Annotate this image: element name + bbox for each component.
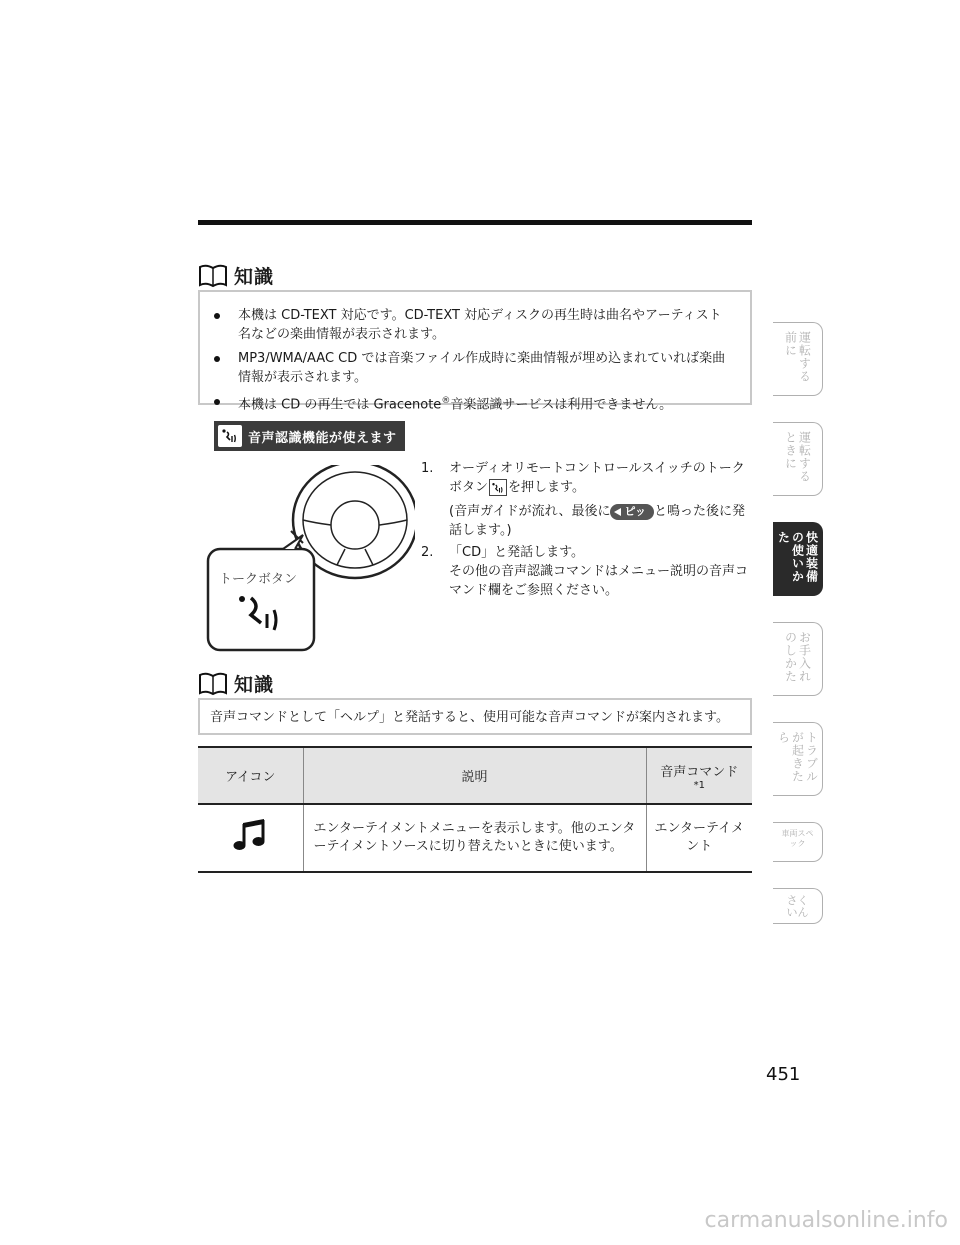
music-note-icon	[230, 815, 270, 855]
step-1-note: (音声ガイドが流れ、最後に ピッ と鳴った後に発話します。)	[449, 504, 746, 538]
header-description: 説明	[303, 747, 646, 804]
command-cell: エンターテイメント	[646, 804, 752, 872]
table-row	[198, 804, 752, 872]
open-book-icon	[198, 672, 228, 696]
knowledge-item: 本機は CD-TEXT 対応です。CD-TEXT 対応ディスクの再生時は曲名やアーティスト 名などの楽曲情報が表示されます。	[214, 306, 734, 344]
tab-before-driving[interactable]: 運転する前に	[773, 322, 823, 396]
tab-maintenance[interactable]: お手入れのしかた	[773, 622, 823, 696]
step-1: 1. オーディオリモートコントロールスイッチのトークボタン を押します。 (音声ガイドが流れ、最後に ピッ と鳴った後に発話します。)	[421, 459, 756, 540]
bullet-icon	[214, 356, 220, 362]
knowledge-item: 本機は CD の再生では Gracenote®音楽認識サービスは利用できません。	[214, 392, 734, 414]
tab-vehicle-specs[interactable]: 車両スペック	[773, 822, 823, 862]
tab-troubleshooting[interactable]: トラブルが起きたら	[773, 722, 823, 796]
open-book-icon	[198, 264, 228, 288]
steering-wheel-illustration	[205, 465, 415, 655]
header-voice-command: 音声コマンド *1	[646, 747, 752, 804]
voice-recognition-banner	[214, 421, 405, 451]
page-number: 451	[766, 1064, 801, 1085]
voice-steps	[421, 459, 756, 600]
talk-button-icon	[489, 479, 507, 496]
description-cell: エンターテイメントメニューを表示します。他のエンターテイメントソースに切り替えたいときに使います。	[303, 804, 646, 872]
banner-text: 音声認識機能が使えます	[248, 430, 397, 446]
bullet-icon	[214, 313, 220, 319]
icon-cell	[198, 804, 303, 872]
knowledge-item: MP3/WMA/AAC CD では音楽ファイル作成時に楽曲情報が埋め込まれていれば楽曲情報が表示されます。	[214, 349, 734, 387]
voice-command-table	[198, 746, 752, 873]
top-rule	[198, 220, 752, 225]
tab-while-driving[interactable]: 運転するときに	[773, 422, 823, 496]
step-2: 2. 「CD」と発話します。 その他の音声認識コマンドはメニュー説明の音声コマンド欄をご参照ください。	[421, 545, 749, 598]
knowledge-title: 知識	[234, 674, 275, 696]
talk-icon	[218, 425, 242, 447]
knowledge-heading-1	[198, 262, 274, 289]
knowledge-title: 知識	[234, 266, 275, 288]
tab-comfort-features[interactable]: 快適装備の使いかた	[773, 522, 823, 596]
knowledge-heading-2	[198, 670, 274, 697]
beep-badge: ピッ	[610, 504, 654, 520]
tab-index[interactable]: さくいん	[773, 888, 823, 924]
header-icon: アイコン	[198, 747, 303, 804]
talk-button-label: トークボタン	[219, 572, 298, 587]
watermark: carmanualsonline.info	[704, 1208, 948, 1233]
knowledge-box-1	[198, 290, 752, 413]
knowledge-box-2: 音声コマンドとして「ヘルプ」と発話すると、使用可能な音声コマンドが案内されます。	[198, 698, 752, 735]
bullet-icon	[214, 399, 220, 405]
